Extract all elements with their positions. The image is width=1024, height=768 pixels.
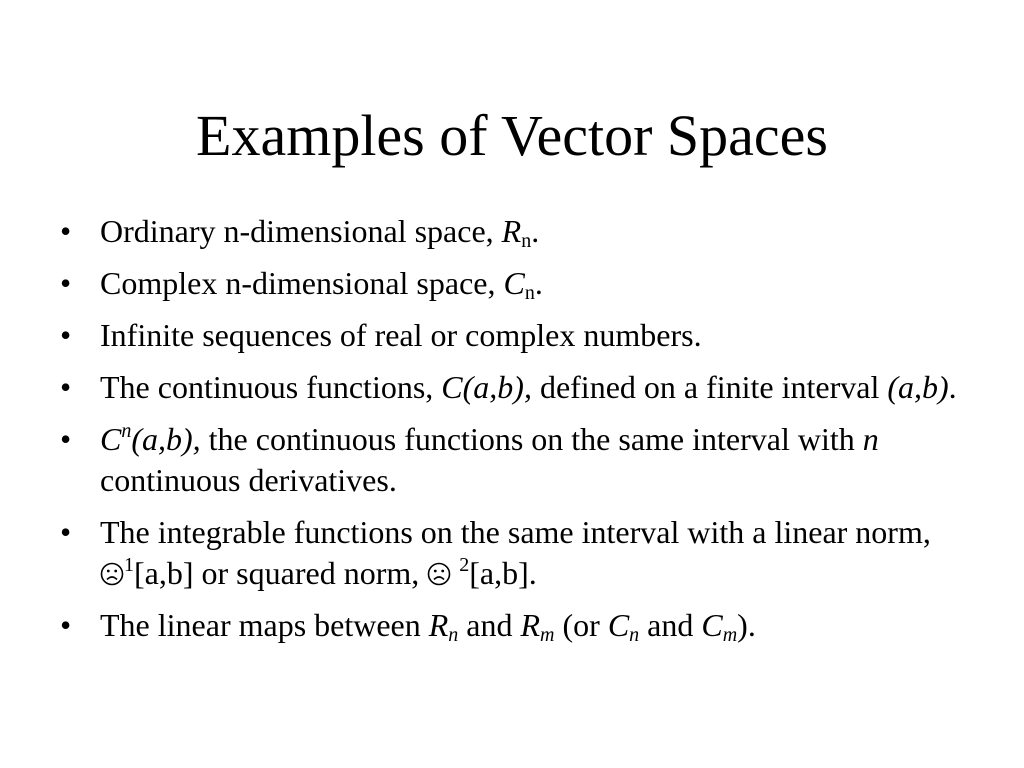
bullet-list (60, 211, 960, 657)
item-text: Ordinary n-dimensional space, (100, 213, 502, 249)
item-text: The integrable functions on the same interval with a linear norm, (100, 514, 931, 550)
item-text: defined on a finite interval (531, 369, 888, 405)
math-symbol: (a,b) (887, 369, 949, 405)
math-symbol: C (607, 607, 630, 643)
math-symbol: (a,b), (131, 421, 201, 457)
frown-face-icon (100, 555, 124, 579)
item-text: continuous derivatives. (100, 462, 397, 498)
math-symbol: R (520, 607, 541, 643)
math-symbol: C (100, 421, 122, 457)
list-item (60, 315, 960, 356)
item-text: . (531, 213, 540, 249)
list-item (60, 512, 960, 594)
bullet-glyph: • (60, 265, 72, 301)
item-text: the continuous functions on the same interval with (200, 421, 863, 457)
math-symbol: R (428, 607, 449, 643)
bullet-glyph: • (60, 514, 72, 550)
subscript: n (524, 282, 535, 304)
math-symbol: n (862, 421, 879, 457)
superscript: 1 (124, 554, 134, 576)
item-text: The linear maps between (100, 607, 429, 643)
item-text: and (639, 607, 702, 643)
list-item (60, 605, 960, 646)
list-item (60, 263, 960, 304)
item-text: . (948, 369, 957, 405)
list-item (60, 367, 960, 408)
math-symbol: C (701, 607, 723, 643)
item-text: [a,b] or squared norm, (134, 555, 428, 591)
math-symbol: C(a,b), (441, 369, 532, 405)
item-text: and (458, 607, 521, 643)
math-symbol: C (503, 265, 525, 301)
item-text: Infinite sequences of real or complex numbers. (100, 317, 702, 353)
bullet-glyph: • (60, 317, 72, 353)
list-item (60, 419, 960, 501)
bullet-glyph: • (60, 369, 72, 405)
bullet-glyph: • (60, 421, 72, 457)
bullet-glyph: • (60, 213, 72, 249)
subscript: n (448, 624, 459, 646)
item-text: . (534, 265, 543, 301)
item-text: Complex n-dimensional space, (100, 265, 504, 301)
superscript: 2 (459, 554, 470, 576)
item-text: The continuous functions, (100, 369, 442, 405)
subscript: n (629, 624, 640, 646)
subscript: m (722, 624, 738, 646)
item-text: ). (737, 607, 756, 643)
subscript: n (521, 230, 532, 252)
superscript: n (121, 420, 132, 442)
bullet-glyph: • (60, 607, 72, 643)
item-text: [a,b]. (469, 555, 537, 591)
frown-face-icon (427, 555, 451, 579)
subscript: m (540, 624, 555, 646)
slide-title: Examples of Vector Spaces (196, 103, 828, 168)
math-symbol: R (501, 213, 522, 249)
list-item (60, 211, 960, 252)
item-text: (or (554, 607, 608, 643)
